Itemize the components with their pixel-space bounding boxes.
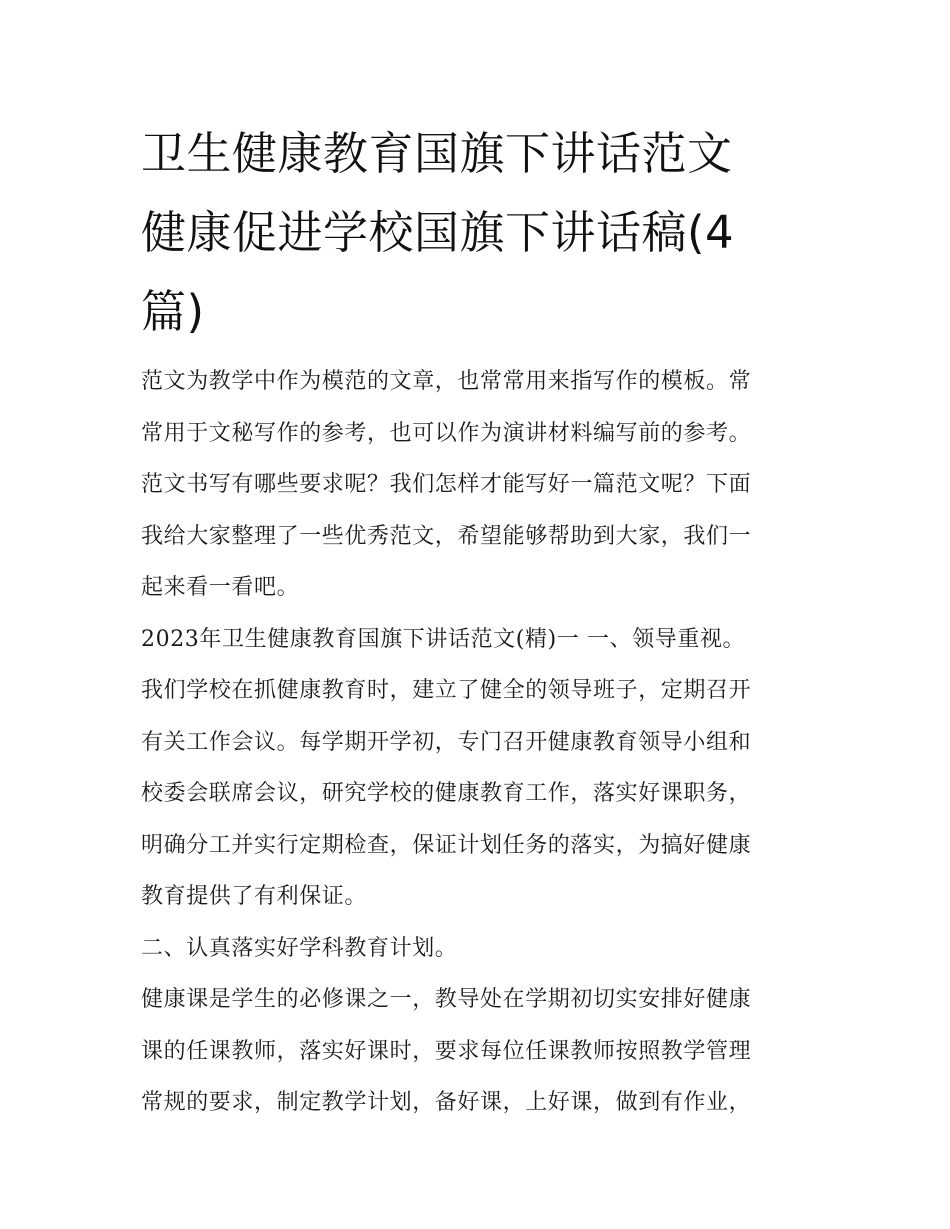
text-line: 常规的要求，制定教学计划，备好课，上好课，做到有作业， xyxy=(141,1090,752,1115)
text-line: 范文书写有哪些要求呢？我们怎样才能写好一篇范文呢？下面 xyxy=(141,472,752,497)
text-line: 起来看一看吧。 xyxy=(141,575,300,600)
text-line: 健康课是学生的必修课之一，教导处在学期初切实安排好健康 xyxy=(141,987,752,1012)
document-body xyxy=(141,356,821,1129)
text-line: 我给大家整理了一些优秀范文，希望能够帮助到大家，我们一 xyxy=(141,523,752,549)
intro-paragraph xyxy=(141,356,821,614)
text-line: 教育提供了有利保证。 xyxy=(141,884,368,909)
document-title xyxy=(141,114,821,351)
title-line: 卫生健康教育国旗下讲话范文 xyxy=(141,127,733,180)
text-line: 有关工作会议。每学期开学初，专门召开健康教育领导小组和 xyxy=(141,729,752,755)
text-line: 课的任课教师，落实好课时，要求每位任课教师按照教学管理 xyxy=(141,1038,752,1064)
text-line: 常用于文秘写作的参考，也可以作为演讲材料编写前的参考。 xyxy=(141,420,752,446)
text-line: 明确分工并实行定期检查，保证计划任务的落实，为搞好健康 xyxy=(141,832,752,858)
title-line: 健康促进学校国旗下讲话稿(4 xyxy=(141,206,735,259)
text-line: 二、认真落实好学科教育计划。 xyxy=(141,935,458,961)
text-line: 校委会联席会议，研究学校的健康教育工作，落实好课职务， xyxy=(141,781,752,806)
title-line: 篇) xyxy=(141,285,205,338)
text-line: 2023年卫生健康教育国旗下讲话范文(精)一 一、领导重视。 xyxy=(141,626,746,652)
curriculum-paragraph xyxy=(141,974,821,1129)
section-heading-paragraph xyxy=(141,614,821,666)
leadership-paragraph xyxy=(141,665,821,923)
text-line: 范文为教学中作为模范的文章，也常常用来指写作的模板。常 xyxy=(141,369,752,394)
text-line: 我们学校在抓健康教育时，建立了健全的领导班子，定期召开 xyxy=(141,678,752,703)
subheading-paragraph xyxy=(141,923,821,975)
